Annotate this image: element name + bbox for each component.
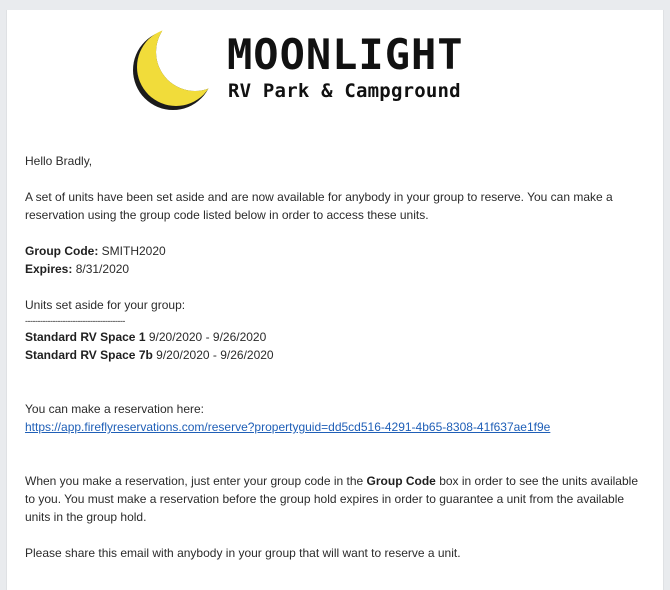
- brand-name: MOONLIGHT: [227, 30, 464, 79]
- crescent-moon-icon: [129, 24, 225, 114]
- unit-item: [25, 346, 650, 364]
- group-code-label: Group Code:: [25, 244, 99, 258]
- brand-subtitle: RV Park & Campground: [228, 80, 461, 102]
- divider-line: ----------------------------------------: [25, 316, 125, 326]
- reservation-link-line: [25, 418, 650, 436]
- reservation-link[interactable]: https://app.fireflyreservations.com/reserve?propertyguid=dd5cd516-4291-4b65-8308-41f637ae1f9e: [25, 420, 551, 434]
- intro-paragraph: A set of units have been set aside and are now available for anybody in your group to reserve. You can make a reservation using the group code listed below in order to access these units.: [25, 190, 613, 222]
- email-body: [25, 152, 650, 562]
- group-code-line: [25, 242, 650, 260]
- instructions-text-1: When you make a reservation, just enter your group code in the: [25, 474, 364, 488]
- instructions-bold: Group Code: [366, 474, 436, 488]
- instructions-text-2: box in order to see the units available to you. You must make a reservation before the group hold expires in order to guarantee a unit from the available units in the group hold.: [25, 474, 638, 524]
- greeting: Hello Bradly,: [25, 154, 93, 168]
- instructions-paragraph: [25, 472, 650, 526]
- unit-name: Standard RV Space 7b: [25, 348, 153, 362]
- unit-dates: 9/20/2020 - 9/26/2020: [148, 330, 267, 344]
- share-note: Please share this email with anybody in your group that will want to reserve a unit.: [25, 546, 461, 560]
- brand-logo: [7, 10, 665, 120]
- email-card: [6, 10, 664, 590]
- unit-dates: 9/20/2020 - 9/26/2020: [156, 348, 274, 362]
- expires-value: 8/31/2020: [75, 262, 130, 276]
- reservation-prompt: You can make a reservation here:: [25, 402, 204, 416]
- units-heading: Units set aside for your group:: [25, 298, 186, 312]
- unit-name: Standard RV Space 1: [25, 330, 146, 344]
- unit-item: [25, 328, 650, 346]
- expires-line: [25, 260, 650, 278]
- expires-label: Expires:: [25, 262, 73, 276]
- group-code-value: SMITH2020: [101, 244, 166, 258]
